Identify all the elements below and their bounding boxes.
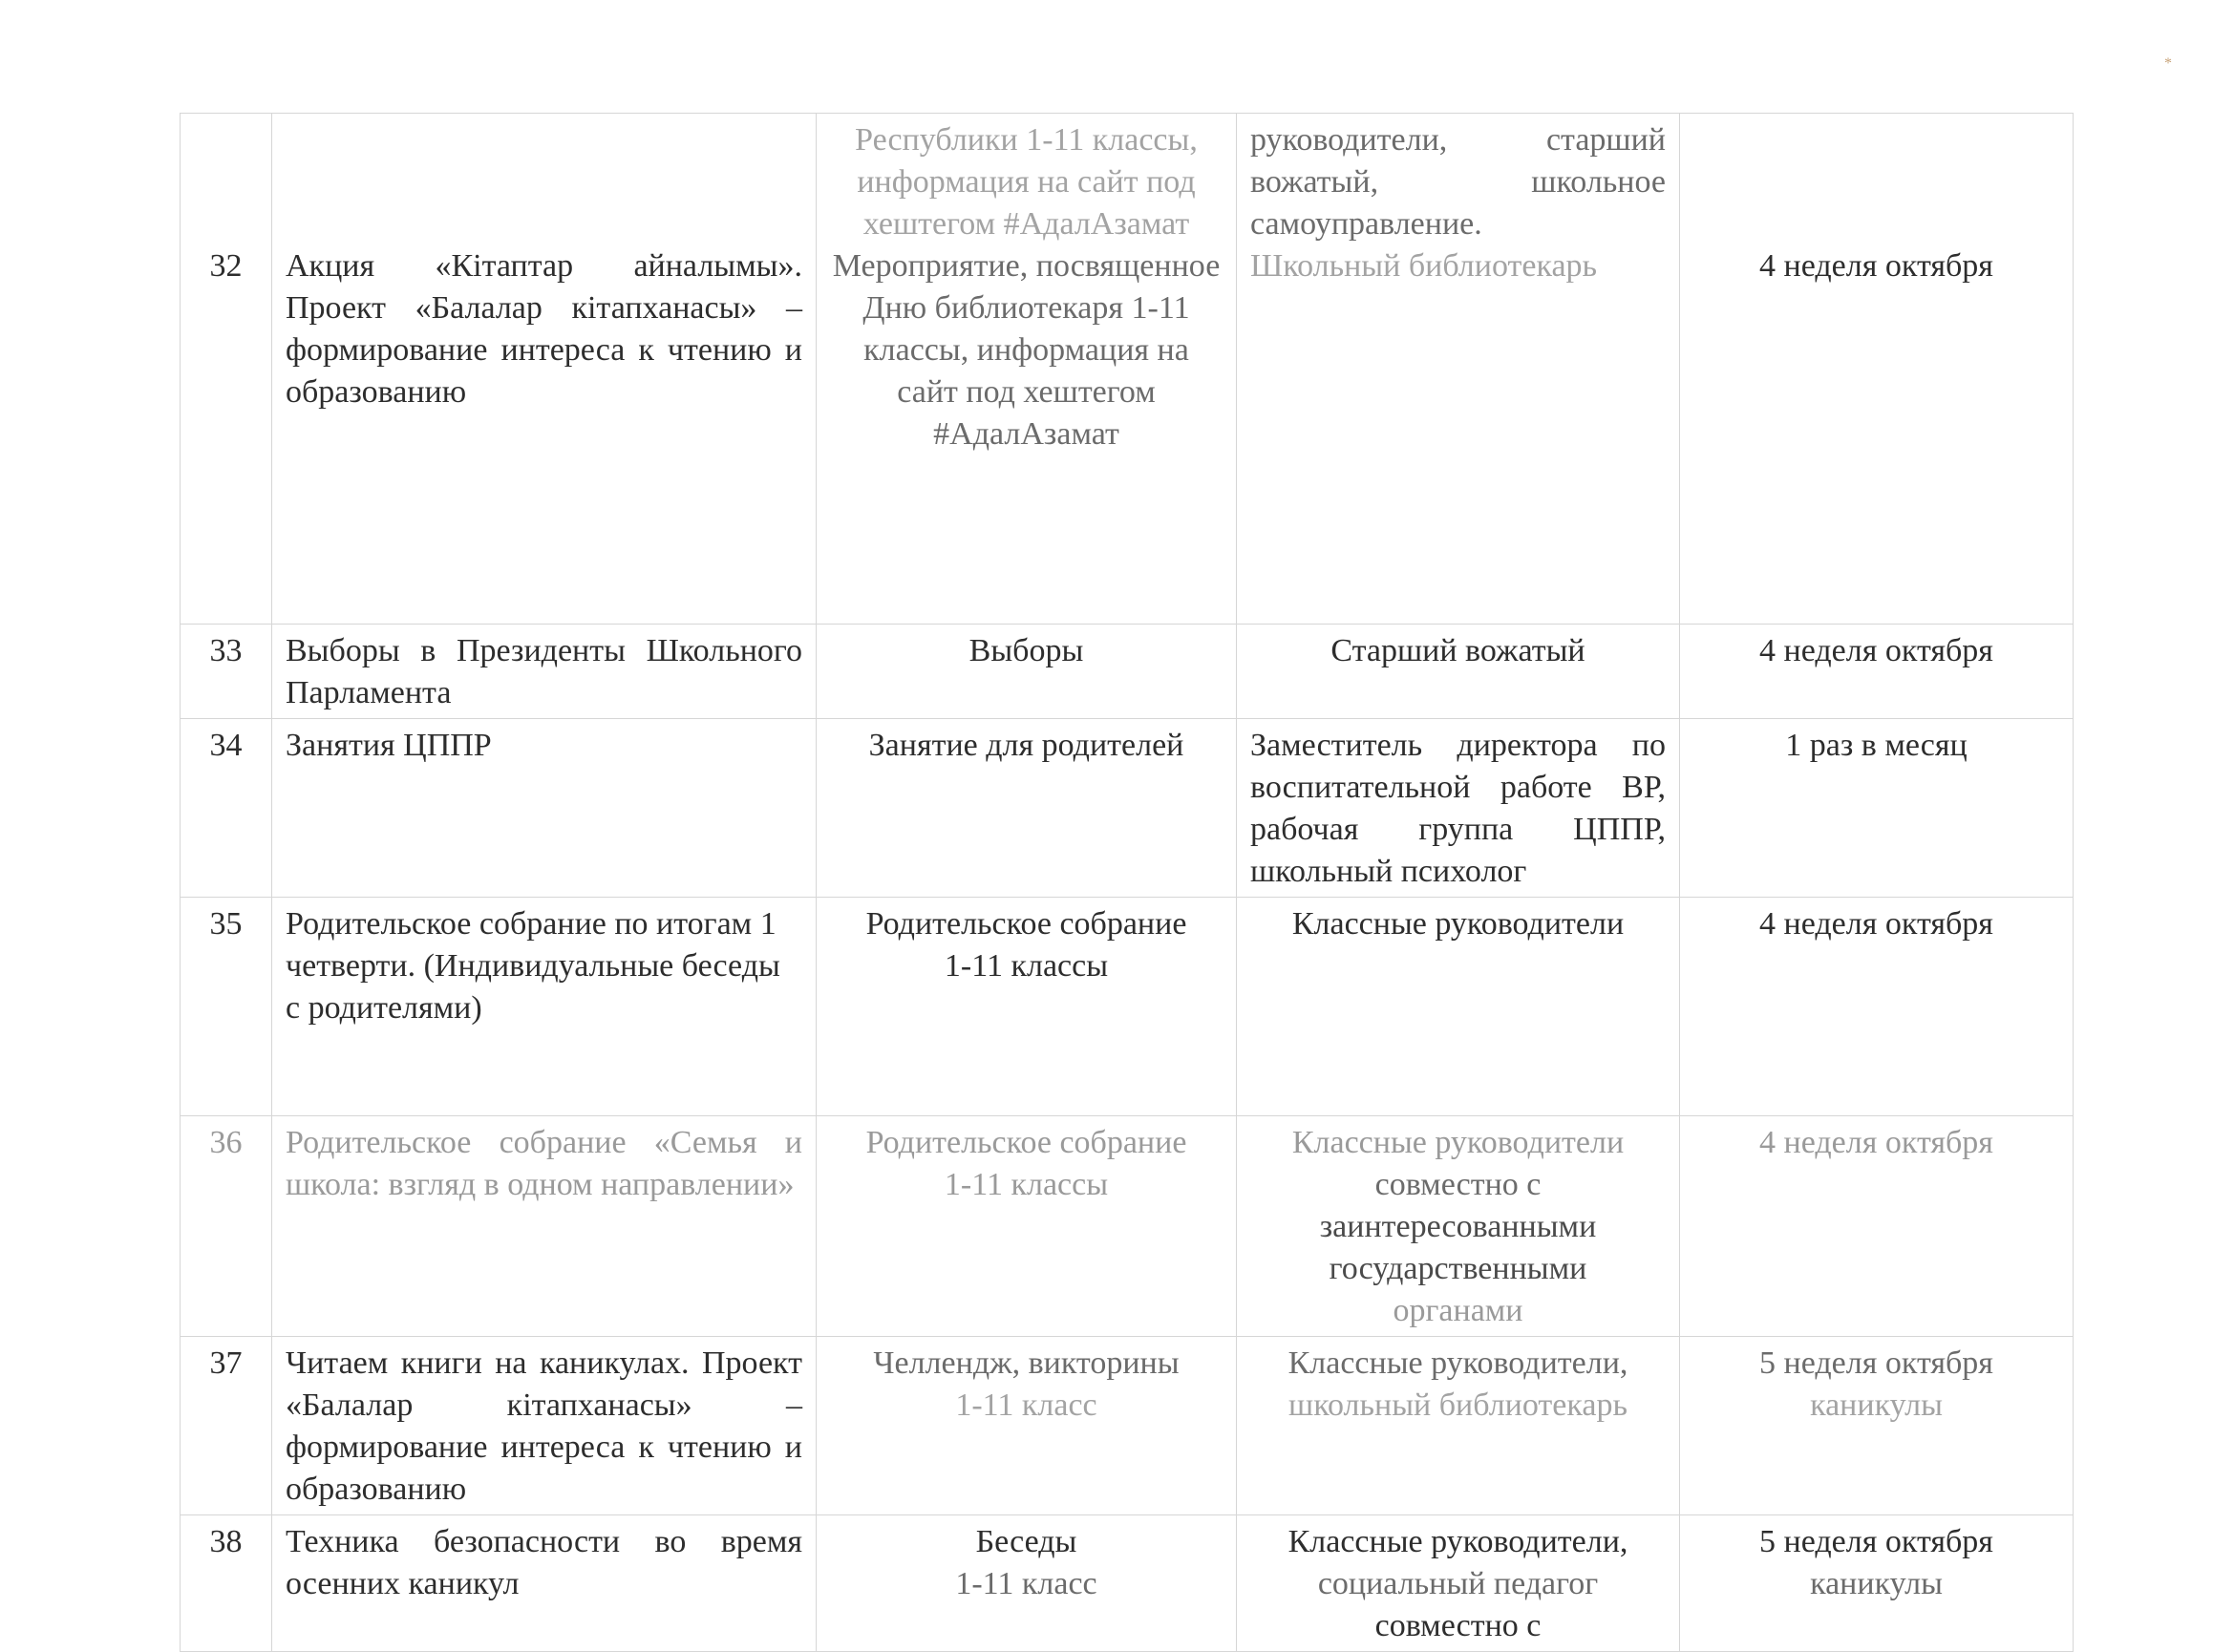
table-row	[181, 898, 2074, 1116]
form-cell	[817, 1515, 1237, 1652]
form-line: 1-11 класс	[955, 1387, 1097, 1423]
responsible-line: заинтересованными	[1319, 1209, 1597, 1244]
date-cell	[1680, 1337, 2074, 1515]
form-line: 1-11 классы	[944, 948, 1109, 984]
responsible-line: Школьный библиотекарь	[1250, 248, 1598, 284]
event-cell: Занятия ЦППР	[272, 719, 817, 898]
row-number: 32	[181, 114, 272, 625]
date-cell: 1 раз в месяц	[1680, 719, 2074, 898]
table-row	[181, 1337, 2074, 1515]
event-cell: Родительское собрание «Семья и школа: взгляд в одном направлении»	[272, 1116, 817, 1337]
form-line: 1-11 класс	[955, 1566, 1097, 1601]
responsible-line: государственными	[1329, 1251, 1587, 1286]
row-number: 37	[181, 1337, 272, 1515]
responsible-line: Классные руководители,	[1287, 1345, 1628, 1381]
responsible-cell	[1237, 114, 1680, 625]
date-line: каникулы	[1810, 1566, 1943, 1601]
responsible-cell: Старший вожатый	[1237, 625, 1680, 719]
responsible-cell: Классные руководители	[1237, 898, 1680, 1116]
event-plan-table	[180, 113, 2074, 1652]
responsible-cell	[1237, 1337, 1680, 1515]
row-number: 35	[181, 898, 272, 1116]
event-cell: Акция «Кітаптар айналымы». Проект «Балалар кітапханасы» – формирование интереса к чтению и образованию	[272, 114, 817, 625]
responsible-line: совместно с	[1374, 1167, 1542, 1202]
date-cell: 4 неделя октября	[1680, 1116, 2074, 1337]
date-line: 5 неделя октября	[1759, 1345, 1993, 1381]
form-cell: Выборы	[817, 625, 1237, 719]
table-row	[181, 625, 2074, 719]
form-cell	[817, 114, 1237, 625]
table-row	[181, 719, 2074, 898]
table-row	[181, 1515, 2074, 1652]
responsible-cell	[1237, 1515, 1680, 1652]
form-cell	[817, 1337, 1237, 1515]
responsible-line: совместно с	[1374, 1608, 1542, 1643]
responsible-line: Классные руководители,	[1287, 1524, 1628, 1559]
responsible-line: руководители, старший вожатый, школьное самоуправление.	[1250, 122, 1666, 242]
responsible-cell: Заместитель директора по воспитательной работе ВР, рабочая группа ЦППР, школьный психолог	[1237, 719, 1680, 898]
event-cell: Техника безопасности во время осенних каникул	[272, 1515, 817, 1652]
form-line: Беседы	[975, 1524, 1077, 1559]
date-cell: 4 неделя октября	[1680, 898, 2074, 1116]
event-cell: Выборы в Президенты Школьного Парламента	[272, 625, 817, 719]
form-line: Родительское собрание	[865, 906, 1187, 942]
scan-mark: *	[2164, 55, 2172, 72]
form-line: Мероприятие, посвященное Дню библиотекаря 1-11 классы, информация на сайт под хештегом #АдалАзамат	[832, 248, 1221, 452]
row-number: 38	[181, 1515, 272, 1652]
row-number: 34	[181, 719, 272, 898]
date-line: каникулы	[1810, 1387, 1943, 1423]
responsible-line: социальный педагог	[1317, 1566, 1599, 1601]
date-cell	[1680, 1515, 2074, 1652]
event-cell: Родительское собрание по итогам 1 четверти. (Индивидуальные беседы с родителями)	[272, 898, 817, 1116]
form-cell	[817, 898, 1237, 1116]
row-number: 36	[181, 1116, 272, 1337]
table-row	[181, 1116, 2074, 1337]
date-cell: 4 неделя октября	[1680, 625, 2074, 719]
date-line: 5 неделя октября	[1759, 1524, 1993, 1559]
responsible-line: школьный библиотекарь	[1288, 1387, 1628, 1423]
form-line: Челлендж, викторины	[873, 1345, 1180, 1381]
event-cell: Читаем книги на каникулах. Проект «Балалар кітапханасы» – формирование интереса к чтению и образованию	[272, 1337, 817, 1515]
form-cell	[817, 1116, 1237, 1337]
responsible-line: органами	[1393, 1293, 1523, 1328]
responsible-cell	[1237, 1116, 1680, 1337]
responsible-line: Классные руководители	[1291, 1125, 1625, 1160]
form-line: Родительское собрание	[865, 1125, 1187, 1160]
row-number: 33	[181, 625, 272, 719]
date-cell: 4 неделя октября	[1680, 114, 2074, 625]
form-line: Республики 1-11 классы, информация на сайт под хештегом #АдалАзамат	[855, 122, 1198, 242]
form-cell: Занятие для родителей	[817, 719, 1237, 898]
table-row	[181, 114, 2074, 625]
form-line: 1-11 классы	[944, 1167, 1109, 1202]
